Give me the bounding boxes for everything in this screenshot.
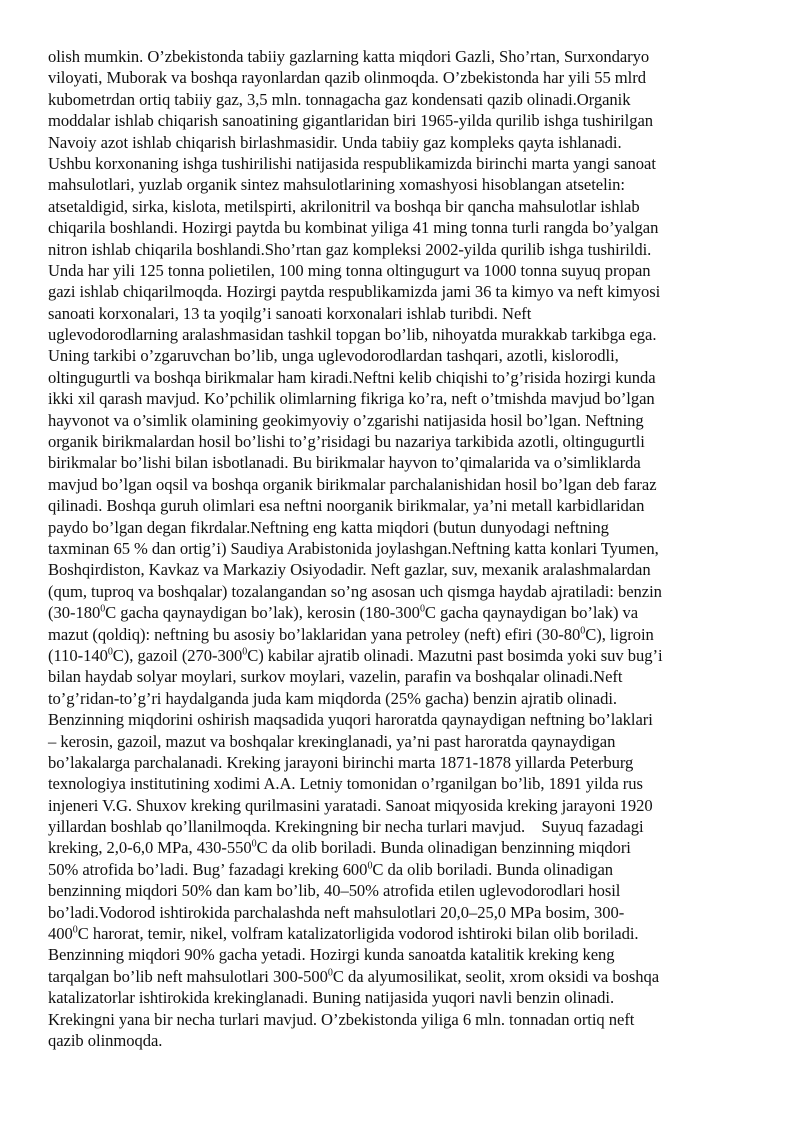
text-line: Navoiy azot ishlab chiqarish birlashmasidir. Unda tabiiy gaz kompleks qayta ishlanadi. <box>48 132 622 152</box>
text-line: Benzinning miqdorini oshirish maqsadida yuqori haroratda qaynaydigan neftning bo’laklari <box>48 710 653 730</box>
text-run: C da olib boriladi. Bunda olinadigan <box>372 859 614 879</box>
text-line: hayvonot va o’simlik olamining geokimyoviy o’zgarishi natijasida hosil bo’lgan. Neftning <box>48 410 644 430</box>
text-run: tarqalgan bo’lib neft mahsulotlari 300-500 <box>48 966 328 986</box>
text-line: Krekingni yana bir necha turlari mavjud. O’zbekistonda yiliga 6 mln. tonnadan ortiq neft <box>48 1009 635 1029</box>
text-line: texnologiya institutining xodimi A.A. Letniy tomonidan o’rganilgan bo’lib, 1891 yilda rus <box>48 774 643 794</box>
text-line: chiqarila boshlandi. Hozirgi paytda bu kombinat yiliga 41 ming tonna turli rangda bo’yalgan <box>48 218 659 238</box>
text-line: yillardan boshlab qo’llanilmoqda. Krekingning bir necha turlari mavjud. Suyuq fazadagi <box>48 817 644 837</box>
degree-superscript: 0 <box>100 603 106 615</box>
text-line: Boshqirdiston, Kavkaz va Markaziy Osiyodadir. Neft gazlar, suv, mexanik aralashmalardan <box>48 560 651 580</box>
text-line <box>48 923 768 944</box>
text-run: (110-140 <box>48 645 108 665</box>
text-line: bo’lakalarga parchalanadi. Kreking jarayoni birinchi marta 1871-1878 yillarda Peterburg <box>48 752 634 772</box>
text-line <box>48 624 768 645</box>
text-run: C gacha qaynaydigan bo’lak) va <box>424 603 639 623</box>
text-line: atsetaldigid, sirka, kislota, metilspirti, akrilonitril va boshqa bir qancha mahsulotlar ishlab <box>48 196 640 216</box>
degree-superscript: 0 <box>72 924 78 936</box>
text-line: bo’ladi.Vodorod ishtirokida parchalashda neft mahsulotlari 20,0–25,0 MPa bosim, 300- <box>48 902 625 922</box>
text-line: olish mumkin. O’zbekistonda tabiiy gazlarning katta miqdori Gazli, Sho’rtan, Surxondaryo <box>48 47 650 66</box>
text-run: 50% atrofida bo’ladi. Bug’ fazadagi kreking 600 <box>48 859 368 879</box>
text-line: Benzinning miqdori 90% gacha yetadi. Hozirgi kunda sanoatda katalitik kreking keng <box>48 945 615 965</box>
text-line: qilinadi. Boshqa guruh olimlari esa neftni noorganik birikmalar, ya’ni metall karbidlaridan <box>48 496 645 516</box>
text-run: C) kabilar ajratib olinadi. Mazutni past bosimda yoki suv bug’i <box>247 645 663 665</box>
text-line: – kerosin, gazoil, mazut va boshqalar kreкinglanadi, ya’ni past haroratda qaynaydigan <box>48 731 616 751</box>
degree-superscript: 0 <box>419 603 425 615</box>
text-run: C da alyumosilikat, seolit, xrom oksidi va boshqa <box>332 966 660 986</box>
text-line <box>48 966 768 987</box>
text-line: (qum, tuproq va boshqalar) tozalangandan so’ng asosan uch qismga haydab ajratiladi: benzin <box>48 581 662 601</box>
text-line: paydo bo’lgan degan fikrdalar.Neftning eng katta miqdori (butun dunyodagi neftning <box>48 517 609 537</box>
text-line <box>48 837 768 858</box>
text-line: to’g’ridan-to’g’ri haydalganda juda kam miqdorda (25% gacha) benzin ajratib olinadi. <box>48 688 617 708</box>
text-line: birikmalar bo’lishi bilan isbotlanadi. Bu birikmalar hayvon to’qimalarida va o’simliklarda <box>48 453 641 473</box>
text-run: C harorat, temir, nikel, volfram katalizatorligida vodorod ishtiroki bilan olib boriladi. <box>77 924 639 944</box>
text-line: oltingugurtli va boshqa birikmalar ham kiradi.Neftni kelib chiqishi to’g’risida hozirgi kunda <box>48 367 656 387</box>
text-line: ikki xil qarash mavjud. Ko’pchilik olimlarning fikriga ko’ra, neft o’tmishda mavjud bo’lgan <box>48 389 655 409</box>
text-line: katalizatorlar ishtirokida krekinglanadi. Buning natijasida yuqori navli benzin olinadi. <box>48 988 615 1008</box>
text-line: gazi ishlab chiqarilmoqda. Hozirgi paytda respublikamizda jami 36 ta kimyo va neft kimyosi <box>48 282 661 302</box>
text-run: C), ligroin <box>585 624 654 644</box>
text-line <box>48 602 768 623</box>
text-line: bilan haydab solyar moylari, surkov moylari, vazelin, parafin va boshqalar olinadi.Neft <box>48 667 623 687</box>
text-line: Unda har yili 125 tonna polietilen, 100 ming tonna oltingugurt va 1000 tonna suyuq propan <box>48 260 651 280</box>
text-run: C gacha qaynaydigan bo’lak), kerosin (180-300 <box>105 603 420 623</box>
text-line: mavjud bo’lgan oqsil va boshqa organik birikmalar parchalanishidan hosil bo’lgan deb faraz <box>48 474 657 494</box>
text-line: qazib olinmoqda. <box>48 1030 163 1050</box>
text-line: organik birikmalardan hosil bo’lishi to’g’risidagi bu nazariya tarkibida azotli, oltingugurtli <box>48 432 645 452</box>
degree-superscript: 0 <box>327 967 333 979</box>
text-line: injeneri V.G. Shuxov kreking qurilmasini yaratadi. Sanoat miqyosida kreking jarayoni 1920 <box>48 795 653 815</box>
text-line: Uning tarkibi o’zgaruvchan bo’lib, unga uglevodorodlardan tashqari, azotli, kislorodli, <box>48 346 619 366</box>
body-text <box>48 46 768 1051</box>
text-line: kubometrdan ortiq tabiiy gaz, 3,5 mln. tonnagacha gaz kondensati qazib olinadi.Organik <box>48 89 631 109</box>
text-line: moddalar ishlab chiqarish sanoatining gigantlaridan biri 1965-yilda qurilib ishga tushirilgan <box>48 111 654 131</box>
degree-superscript: 0 <box>580 625 586 637</box>
text-run: C da olib boriladi. Bunda olinadigan benzinning miqdori <box>256 838 631 858</box>
text-line: Ushbu korxonaning ishga tushirilishi natijasida respublikamizda birinchi marta yangi sanoat <box>48 153 656 173</box>
degree-superscript: 0 <box>251 838 257 850</box>
text-run: (30-180 <box>48 603 101 623</box>
text-line: uglevodorodlarning aralashmasidan tashkil topgan bo’lib, nihoyatda murakkab tarkibga ega. <box>48 325 657 345</box>
text-line: nitron ishlab chiqarila boshlandi.Sho’rtan gaz kompleksi 2002-yilda qurilib ishga tushirildi. <box>48 239 652 259</box>
text-line: sanoati korxonalari, 13 ta yoqilg’i sanoati korxonalari ishlab turibdi. Neft <box>48 303 532 323</box>
text-line: viloyati, Muborak va boshqa rayonlardan qazib olinmoqda. O’zbekistonda har yili 55 mlrd <box>48 68 646 88</box>
degree-superscript: 0 <box>242 646 248 658</box>
text-run: kreking, 2,0-6,0 MPa, 430-550 <box>48 838 252 858</box>
text-line <box>48 859 768 880</box>
text-line: benzinning miqdori 50% dan kam bo’lib, 40–50% atrofida etilen uglevodorodlari hosil <box>48 881 621 901</box>
text-run: 400 <box>48 924 73 944</box>
degree-superscript: 0 <box>367 860 373 872</box>
text-line <box>48 645 768 666</box>
degree-superscript: 0 <box>107 646 113 658</box>
text-line: taxminan 65 % dan ortig’i) Saudiya Arabistonida joylashgan.Neftning katta konlari Tyumen, <box>48 538 659 558</box>
text-run: C), gazoil (270-300 <box>112 645 243 665</box>
text-line: mahsulotlari, yuzlab organik sintez mahsulotlarining xomashyosi hisoblangan atsetelin: <box>48 175 625 195</box>
text-run: mazut (qoldiq): neftning bu asosiy bo’laklaridan yana petroley (neft) efiri (30-80 <box>48 624 581 644</box>
